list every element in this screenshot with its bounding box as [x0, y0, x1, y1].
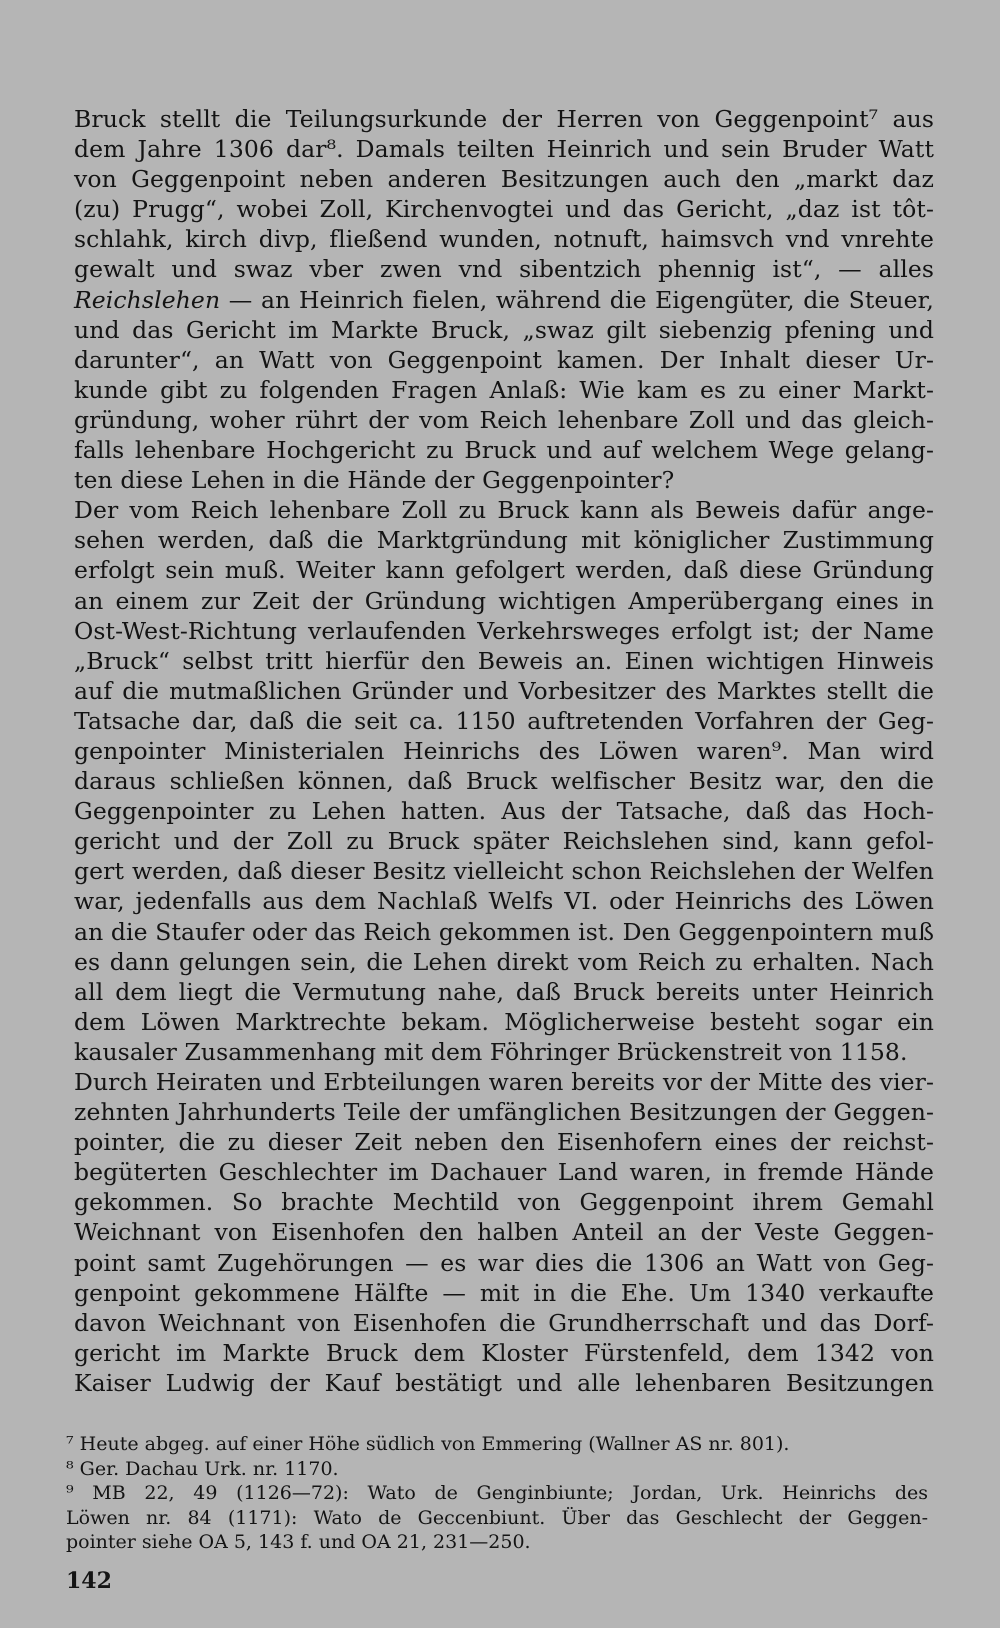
text-line: erfolgt sein muß. Weiter kann gefolgert werden, daß diese Gründung [74, 556, 934, 585]
text-line: pointer, die zu dieser Zeit neben den Eisenhofern eines der reichst- [74, 1128, 934, 1157]
text-line: von Geggenpoint neben anderen Besitzungen auch den „markt daz [74, 165, 934, 194]
text-line [74, 285, 934, 315]
text-line: zehnten Jahrhunderts Teile der umfänglichen Besitzungen der Geggen- [74, 1098, 934, 1127]
text-line: Kaiser Ludwig der Kauf bestätigt und alle lehenbaren Besitzungen [74, 1368, 934, 1397]
text-line: an die Staufer oder das Reich gekommen ist. Den Geggenpointern muß [74, 917, 935, 946]
text-line: gericht und der Zoll zu Bruck später Reichslehen sind, kann gefol- [74, 827, 934, 856]
text-line: sehen werden, daß die Marktgründung mit königlicher Zustimmung [74, 526, 934, 555]
text-line: kausaler Zusammenhang mit dem Föhringer Brückenstreit von 1158. [74, 1037, 908, 1066]
footnote-line: Löwen nr. 84 (1171): Wato de Geccenbiunt. Über das Geschlecht der Geggen- [66, 1506, 928, 1529]
text-line: Ost-West-Richtung verlaufenden Verkehrsweges erfolgt ist; der Name [74, 616, 934, 645]
text-line: darunter“, an Watt von Geggenpoint kamen. Der Inhalt dieser Ur- [74, 345, 934, 374]
text-line: point samt Zugehörungen — es war dies die 1306 an Watt von Geg- [74, 1248, 934, 1277]
text-line: gründung, woher rührt der vom Reich lehenbare Zoll und das gleich- [74, 405, 934, 434]
text-line: Weichnant von Eisenhofen den halben Anteil an der Veste Geggen- [74, 1218, 934, 1247]
footnote-line: ⁷ Heute abgeg. auf einer Höhe südlich von Emmering (Wallner AS nr. 801). [66, 1433, 790, 1455]
text-line: daraus schließen können, daß Bruck welfischer Besitz war, den die [74, 767, 934, 796]
page-number: 142 [66, 1568, 112, 1594]
text-line: davon Weichnant von Eisenhofen die Grundherrschaft und das Dorf- [74, 1308, 934, 1337]
body-text [74, 104, 934, 1398]
footnote-line: pointer siehe OA 5, 143 f. und OA 21, 231—250. [66, 1531, 531, 1553]
text-line: gert werden, daß dieser Besitz vielleicht schon Reichslehen der Welfen [74, 857, 934, 886]
text-line: gewalt und swaz vber zwen vnd sibentzich phennig ist“, — alles [74, 255, 934, 284]
text-line: falls lehenbare Hochgericht zu Bruck und auf welchem Wege gelang- [74, 436, 934, 465]
text-line: genpoint gekommene Hälfte — mit in die Ehe. Um 1340 verkaufte [74, 1278, 934, 1307]
text-line: begüterten Geschlechter im Dachauer Land waren, in fremde Hände [74, 1158, 934, 1187]
text-line: kunde gibt zu folgenden Fragen Anlaß: Wie kam es zu einer Markt- [74, 375, 934, 404]
text-line: Durch Heiraten und Erbteilungen waren bereits vor der Mitte des vier- [74, 1068, 934, 1096]
text-line: genpointer Ministerialen Heinrichs des Löwen waren⁹. Man wird [74, 736, 934, 765]
text-line: gekommen. So brachte Mechtild von Geggenpoint ihrem Gemahl [74, 1188, 934, 1217]
text-line: und das Gericht im Markte Bruck, „swaz gilt siebenzig pfening und [74, 315, 934, 344]
footnote-line: ⁸ Ger. Dachau Urk. nr. 1170. [66, 1457, 339, 1480]
text-line: all dem liegt die Vermutung nahe, daß Bruck bereits unter Heinrich [74, 977, 934, 1006]
text-line: Der vom Reich lehenbare Zoll zu Bruck kann als Beweis dafür ange- [74, 496, 934, 525]
text-line: ten diese Lehen in die Hände der Geggenpointer? [74, 466, 675, 495]
text-line: schlahk, kirch divp, fließend wunden, notnuft, haimsvch vnd vnrehte [74, 225, 934, 254]
text-line: Bruck stellt die Teilungsurkunde der Herren von Geggenpoint⁷ aus [74, 105, 934, 133]
italic-term: Reichslehen [74, 285, 221, 314]
text-line: auf die mutmaßlichen Gründer und Vorbesitzer des Marktes stellt die [74, 676, 934, 705]
text-line: Geggenpointer zu Lehen hatten. Aus der Tatsache, daß das Hoch- [74, 797, 934, 826]
text-line: gericht im Markte Bruck dem Kloster Fürstenfeld, dem 1342 von [74, 1338, 934, 1367]
text-line: war, jedenfalls aus dem Nachlaß Welfs VI. oder Heinrichs des Löwen [74, 887, 934, 916]
text-line: dem Löwen Marktrechte bekam. Möglicherweise besteht sogar ein [74, 1007, 934, 1036]
footnote-line: ⁹ MB 22, 49 (1126—72): Wato de Genginbiunte; Jordan, Urk. Heinrichs des [66, 1482, 928, 1504]
footnotes [66, 1432, 928, 1555]
text-line: an einem zur Zeit der Gründung wichtigen Amperübergang eines in [74, 586, 934, 615]
text-line: dem Jahre 1306 dar⁸. Damals teilten Heinrich und sein Bruder Watt [74, 135, 934, 164]
text-line-rest: — an Heinrich fielen, während die Eigengüter, die Steuer, [220, 285, 934, 314]
text-line: (zu) Prugg“, wobei Zoll, Kirchenvogtei und das Gericht, „daz ist tôt- [74, 195, 934, 224]
text-line: es dann gelungen sein, die Lehen direkt vom Reich zu erhalten. Nach [74, 947, 934, 976]
text-line: „Bruck“ selbst tritt hierfür den Beweis an. Einen wichtigen Hinweis [74, 646, 934, 675]
text-line: Tatsache dar, daß die seit ca. 1150 auftretenden Vorfahren der Geg- [74, 706, 934, 735]
